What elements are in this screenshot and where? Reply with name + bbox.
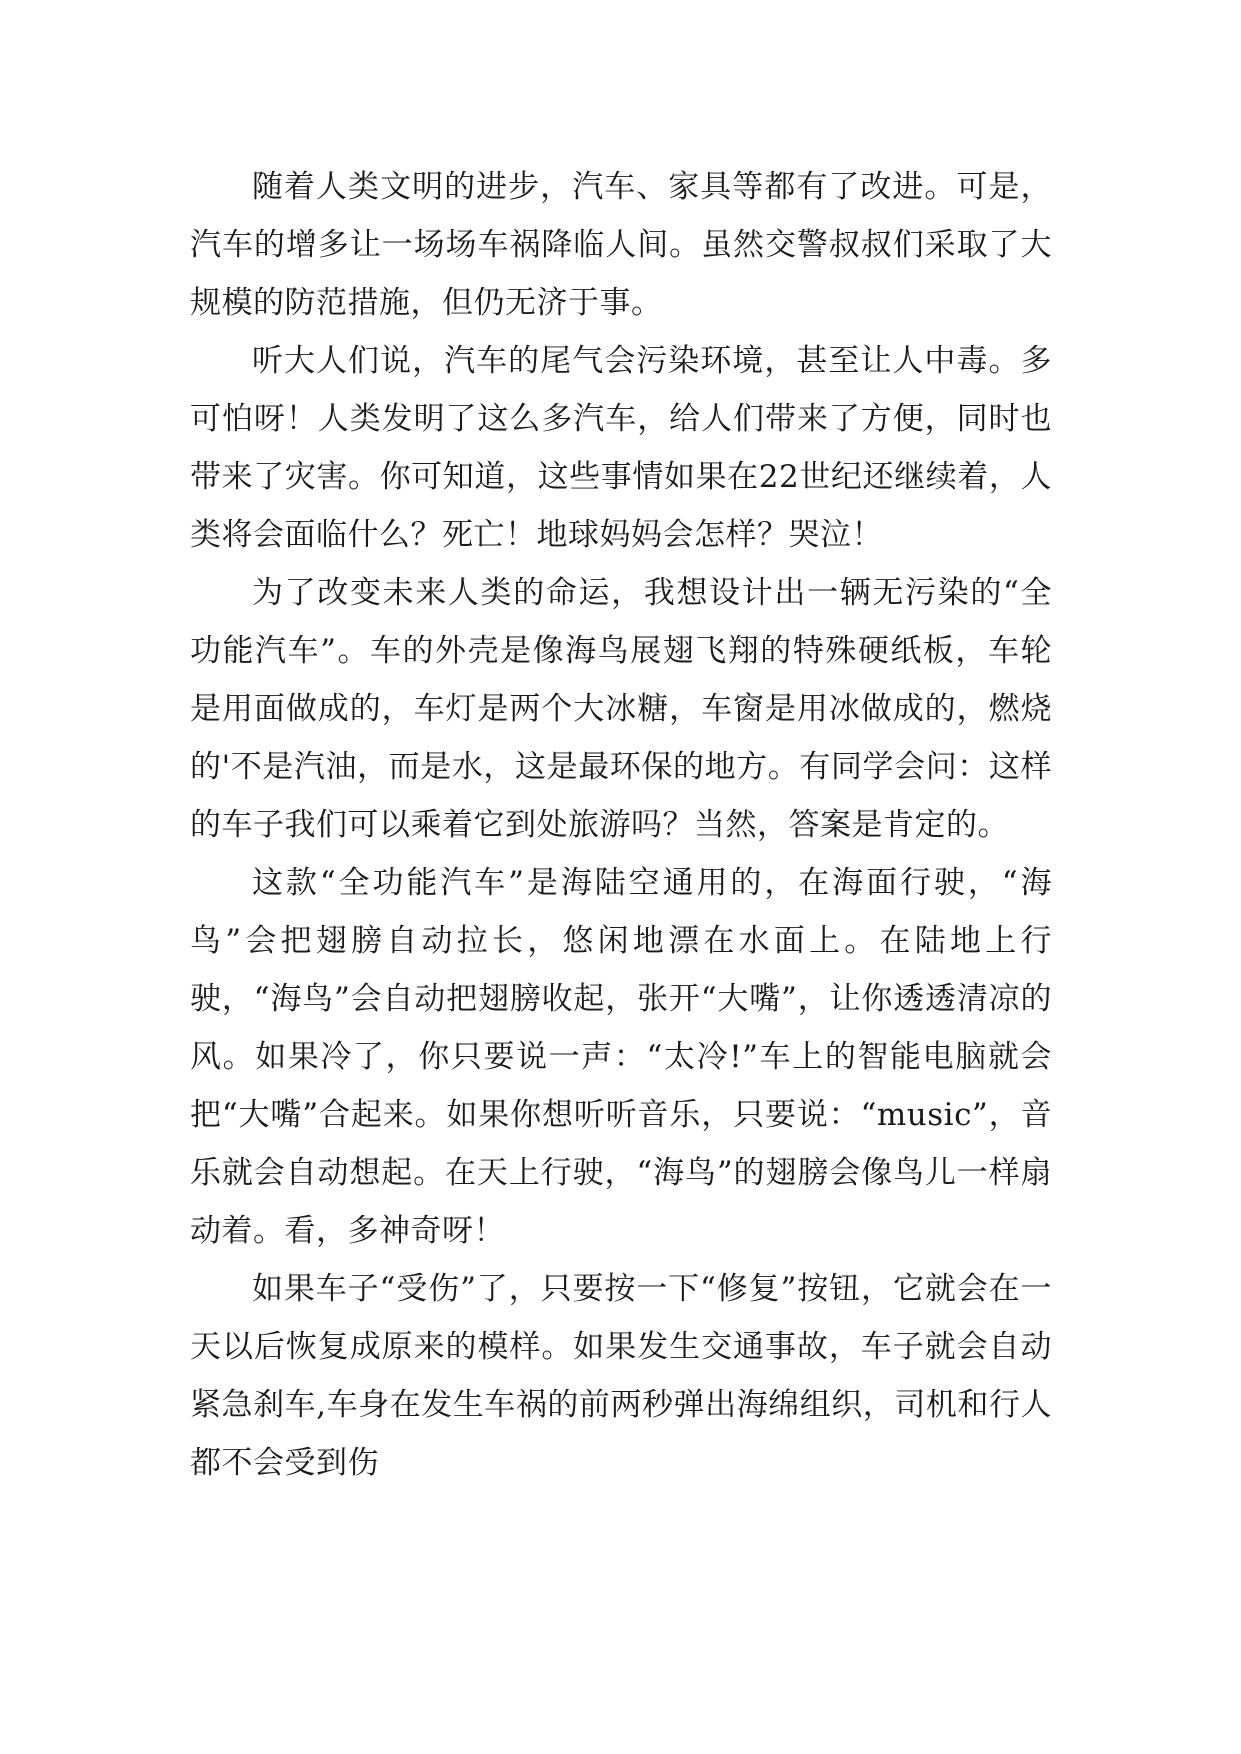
document-body	[190, 158, 1052, 1492]
paragraph-1: 随着人类文明的进步，汽车、家具等都有了改进。可是，汽车的增多让一场场车祸降临人间。虽然交警叔叔们采取了大规模的防范措施，但仍无济于事。	[190, 169, 1052, 321]
paragraph-5: 如果车子“受伤”了，只要按一下“修复”按钮，它就会在一天以后恢复成原来的模样。如果发生交通事故，车子就会自动紧急刹车,车身在发生车祸的前两秒弹出海绵组织，司机和行人都不会受到伤	[190, 1271, 1052, 1481]
paragraph-2: 听大人们说，汽车的尾气会污染环境，甚至让人中毒。多可怕呀！人类发明了这么多汽车，给人们带来了方便，同时也带来了灾害。你可知道，这些事情如果在22世纪还继续着，人类将会面临什么？死亡！地球妈妈会怎样？哭泣！	[190, 343, 1052, 553]
paragraph-3: 为了改变未来人类的命运，我想设计出一辆无污染的“全功能汽车”。车的外壳是像海鸟展翅飞翔的特殊硬纸板，车轮是用面做成的，车灯是两个大冰糖，车窗是用冰做成的，燃烧的'不是汽油，而是水，这是最环保的地方。有同学会问：这样的车子我们可以乘着它到处旅游吗？当然，答案是肯定的。	[190, 575, 1052, 843]
paragraph-4: 这款“全功能汽车”是海陆空通用的，在海面行驶，“海鸟”会把翅膀自动拉长，悠闲地漂在水面上。在陆地上行驶，“海鸟”会自动把翅膀收起，张开“大嘴”，让你透透清凉的风。如果冷了，你只要说一声：“太冷!”车上的智能电脑就会把“大嘴”合起来。如果你想听听音乐，只要说：“music”，音乐就会自动想起。在天上行驶，“海鸟”的翅膀会像鸟儿一样扇动着。看，多神奇呀！	[190, 865, 1052, 1249]
